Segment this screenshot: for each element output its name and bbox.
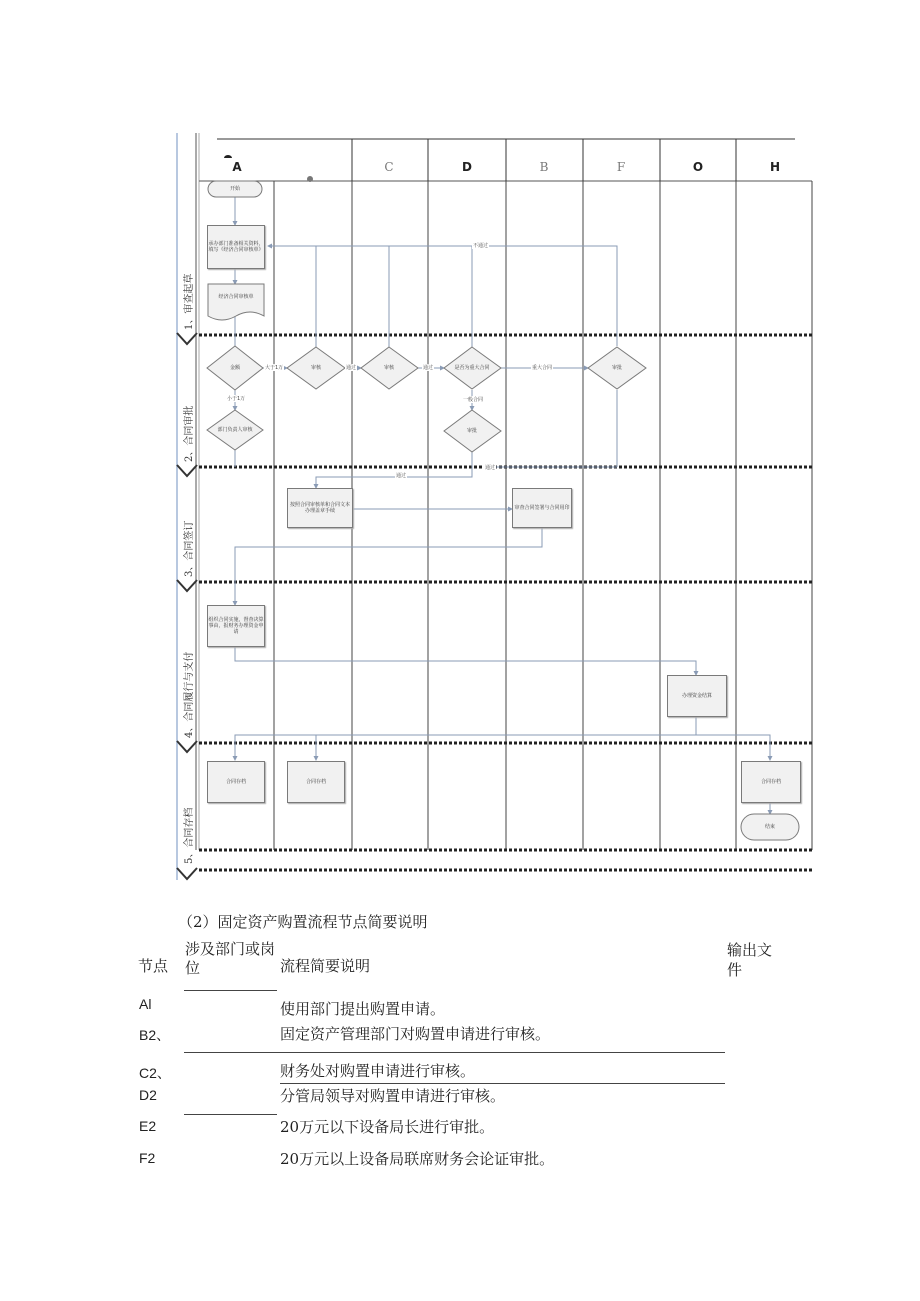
node-h-archive: 合同存档 <box>741 761 801 803</box>
row-2-desc: 财务处对购置申请进行审核。 <box>280 1062 476 1080</box>
row-0-node: Al <box>139 996 152 1012</box>
col-label-c: C <box>384 160 394 174</box>
col-label-o: O <box>692 160 704 174</box>
node-d-approve: 审批 <box>466 428 477 434</box>
edge-label-pass-3: 通过 <box>396 473 407 479</box>
rule-1 <box>184 990 277 991</box>
row-2-node: C2、 <box>139 1065 171 1081</box>
col-label-a: A <box>232 160 242 174</box>
edge-label-major: 重大合同 <box>532 365 553 371</box>
row-5-desc: 20万元以上设备局联席财务会论证审批。 <box>280 1150 555 1168</box>
node-review-doc: 经济合同审核单 <box>218 294 254 300</box>
col-label-b: B <box>539 160 549 174</box>
node-d-major: 是否为重大合同 <box>454 365 490 371</box>
node-b-sign: 按照合同审核单和合同文本办理盖章手续 <box>287 488 353 528</box>
lane-label-5: 5、合同存档 <box>184 807 195 864</box>
header-node: 节点 <box>138 957 169 975</box>
edge-label-not-pass: 不通过 <box>473 243 489 249</box>
lane-label-2: 2、合同审批 <box>184 405 195 462</box>
row-3-node: D2 <box>139 1087 157 1103</box>
node-b-review: 审核 <box>310 365 321 371</box>
rule-3 <box>280 1083 725 1084</box>
row-1-desc: 固定资产管理部门对购置申请进行审核。 <box>280 1025 551 1043</box>
node-end: 结束 <box>764 824 775 830</box>
rule-2 <box>184 1052 725 1053</box>
node-perform: 组织合同实施，督查决算事由，报财务办理资金申请 <box>207 605 265 647</box>
edge-label-pass-1: 通过 <box>346 365 357 371</box>
node-f-approve: 审批 <box>611 365 622 371</box>
node-c-review: 审核 <box>383 365 394 371</box>
node-dept-approve: 部门负责人审核 <box>217 427 253 433</box>
edge-label-normal: 一般合同 <box>463 397 484 403</box>
lane-label-3: 3、合同签订 <box>184 520 195 577</box>
row-0-desc: 使用部门提出购置申请。 <box>280 1000 446 1018</box>
row-5-node: F2 <box>139 1150 156 1166</box>
header-dept: 涉及部门或岗位 <box>185 940 276 977</box>
header-desc: 流程简要说明 <box>280 957 371 975</box>
node-amount: 金额 <box>229 365 240 371</box>
rule-4 <box>184 1114 277 1115</box>
row-3-desc: 分管局领导对购置申请进行审核。 <box>280 1087 506 1105</box>
node-o-pay: 办理资金结算 <box>667 675 727 717</box>
edge-label-pass-2: 通过 <box>423 365 434 371</box>
node-a-archive: 合同存档 <box>207 761 265 803</box>
edge-label-over: 大于1万 <box>265 365 284 371</box>
edge-label-pass-4: 通过 <box>485 465 496 471</box>
node-e-sign: 审查合同签署与合同用印 <box>512 488 572 528</box>
lane-label-4: 4、合同履行与支付 <box>184 651 195 738</box>
node-start: 开始 <box>229 186 240 192</box>
lane-label-1: 1、审查起草 <box>184 273 195 330</box>
row-4-desc: 20万元以下设备局长进行审批。 <box>280 1118 495 1136</box>
header-output: 输出文件 <box>727 941 773 979</box>
section-title: （2）固定资产购置流程节点简要说明 <box>178 913 428 931</box>
col-label-h: H <box>769 160 781 174</box>
node-b-archive: 合同存档 <box>287 761 345 803</box>
row-1-node: B2、 <box>139 1027 171 1043</box>
node-prepare: 承办部门准备相关资料，填写《经济合同审核单》 <box>207 225 265 269</box>
col-label-f: F <box>616 160 626 174</box>
row-4-node: E2 <box>139 1118 157 1134</box>
edge-label-under: 小于1万 <box>227 396 246 402</box>
col-label-d: D <box>462 160 472 174</box>
